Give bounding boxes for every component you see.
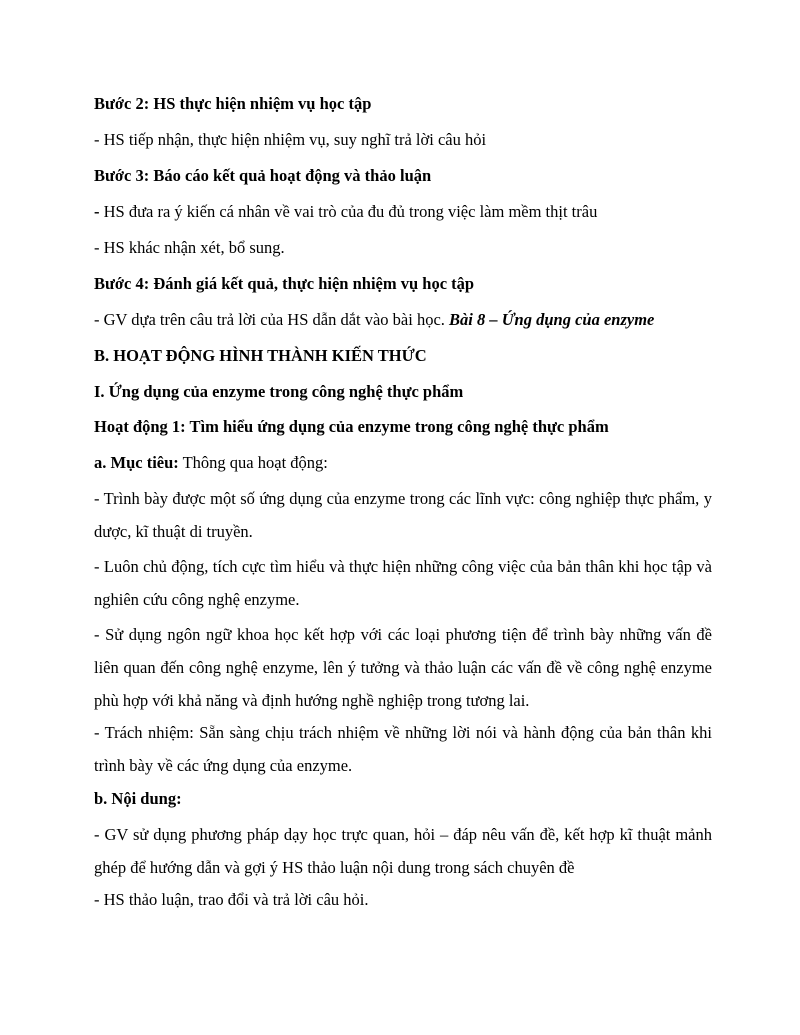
content-label: b. Nội dung: <box>94 789 182 808</box>
step3-heading: Bước 3: Báo cáo kết quả hoạt động và thảo luận <box>94 166 432 185</box>
step4-heading: Bước 4: Đánh giá kết quả, thực hiện nhiệm vụ học tập <box>94 274 475 293</box>
section-b-heading: B. HOẠT ĐỘNG HÌNH THÀNH KIẾN THỨC <box>94 346 427 365</box>
goal-item-2: - Luôn chủ động, tích cực tìm hiểu và thực hiện những công việc của bản thân khi học tập và nghiên cứu công nghệ enzyme. <box>94 557 712 609</box>
step3-dash: - <box>94 202 104 221</box>
content-item-1: - GV sử dụng phương pháp dạy học trực quan, hỏi – đáp nêu vấn đề, kết hợp kĩ thuật mảnh ghép để hướng dẫn và gợi ý HS thảo luận nội dung trong sách chuyên đề <box>94 825 712 877</box>
step3-text-1-body: HS đưa ra ý kiến cá nhân về vai trò của đu đủ trong việc làm mềm thịt trâu <box>103 202 598 221</box>
goal-item-3: - Sử dụng ngôn ngữ khoa học kết hợp với các loại phương tiện để trình bày những vấn đề liên quan đến công nghệ enzyme, lên ý tưởng và thảo luận các vấn đề về công nghệ enzyme phù hợp với khả năng và định hướng nghề nghiệp trong tương lai. <box>94 625 712 710</box>
goal-text: Thông qua hoạt động: <box>178 453 328 472</box>
step3-text-1 <box>94 200 597 224</box>
step2-heading: Bước 2: HS thực hiện nhiệm vụ học tập <box>94 94 372 113</box>
step3-text-2: - HS khác nhận xét, bổ sung. <box>94 238 285 257</box>
lesson-title: Bài 8 – Ứng dụng của enzyme <box>449 310 655 329</box>
step4-text <box>94 308 654 332</box>
goal-item-1: - Trình bày được một số ứng dụng của enzyme trong các lĩnh vực: công nghiệp thực phẩm, y dược, kĩ thuật di truyền. <box>94 489 712 541</box>
activity-1-heading: Hoạt động 1: Tìm hiểu ứng dụng của enzyme trong công nghệ thực phẩm <box>94 417 609 436</box>
content-item-2: - HS thảo luận, trao đổi và trả lời câu hỏi. <box>94 890 369 909</box>
goal-label: a. Mục tiêu: <box>94 453 179 472</box>
goal-line <box>94 451 328 475</box>
goal-item-4: - Trách nhiệm: Sẵn sàng chịu trách nhiệm về những lời nói và hành động của bản thân khi trình bày về các ứng dụng của enzyme. <box>94 723 712 775</box>
step2-text: - HS tiếp nhận, thực hiện nhiệm vụ, suy nghĩ trả lời câu hỏi <box>94 130 487 149</box>
step4-text-body: - GV dựa trên câu trả lời của HS dẫn dắt vào bài học. <box>94 310 450 329</box>
section-i-heading: I. Ứng dụng của enzyme trong công nghệ thực phẩm <box>94 382 464 401</box>
